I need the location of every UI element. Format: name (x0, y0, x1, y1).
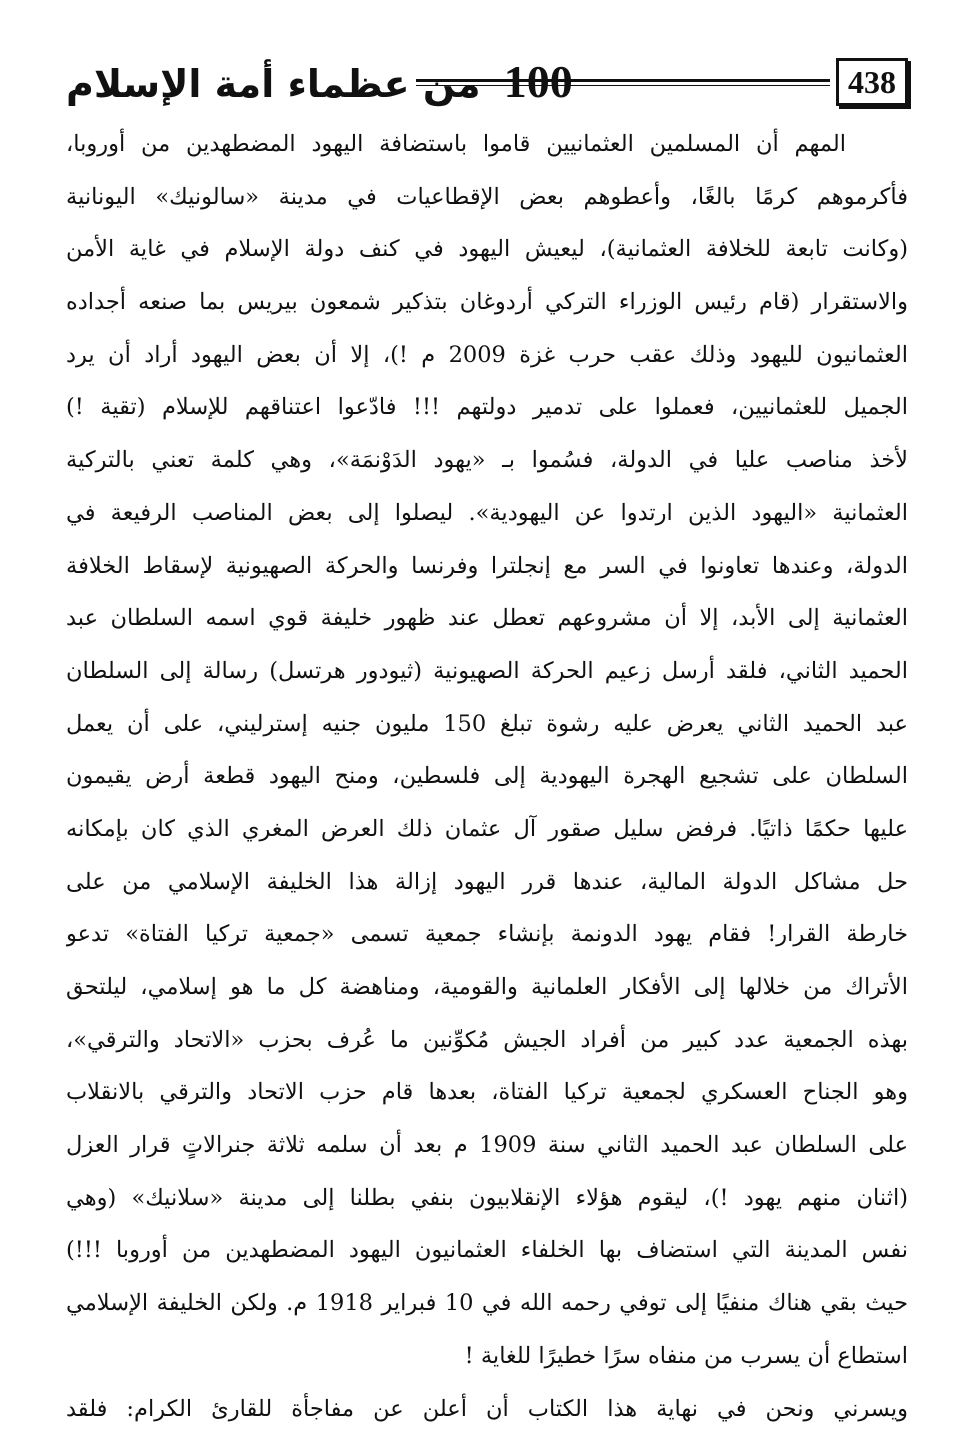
text-line: وهو الجناح العسكري لجمعية تركيا الفتاة، بعدها قام حزب الاتحاد والترقي بالانقلاب (66, 1079, 908, 1106)
text-line: حيث بقي هناك منفيًا إلى توفي رحمه الله في 10 فبراير 1918 م. ولكن الخليفة الإسلامي (66, 1290, 908, 1317)
text-line: المهم أن المسلمين العثمانيين قاموا باستضافة اليهود المضطهدين من أوروبا، (66, 131, 846, 157)
text-line: فأكرموهم كرمًا بالغًا، وأعطوهم بعض الإقطاعيات في مدينة «سالونيك» اليونانية (66, 183, 908, 210)
text-line: لأخذ مناصب عليا في الدولة، فسُموا بـ «يهود الدَوْنمَة»، وهي كلمة تعني بالتركية (66, 447, 908, 474)
text-line: نفس المدينة التي استضاف بها الخلفاء العثمانيون اليهود المضطهدين من أوروبا !!!) (66, 1237, 908, 1264)
text-line: عليها حكمًا ذاتيًا. فرفض سليل صقور آل عثمان ذلك العرض المغري الذي كان بإمكانه (66, 815, 908, 842)
page-header (66, 54, 908, 110)
text-line: الجميل للعثمانيين، فعملوا على تدمير دولتهم !!! فادّعوا اعتناقهم للإسلام (تقية !) (66, 394, 908, 421)
body-text (66, 118, 908, 1435)
title-number: 100 (503, 56, 573, 107)
text-line: عبد الحميد الثاني يعرض عليه رشوة تبلغ 150 مليون جنيه إسترليني، على أن يعمل (66, 710, 908, 737)
text-line: استطاع أن يسرب من منفاه سرًا خطيرًا للغاية ! (464, 1342, 908, 1369)
text-line: العثمانية «اليهود الذين ارتدوا عن اليهودية». ليصلوا إلى بعض المناصب الرفيعة في (66, 499, 908, 526)
text-line: على السلطان عبد الحميد الثاني سنة 1909 م بعد أن سلمه ثلاثة جنرالاتٍ قرار العزل (66, 1132, 908, 1159)
text-line: السلطان على تشجيع الهجرة اليهودية إلى فلسطين، ومنح اليهود قطعة أرض يقيمون (66, 763, 908, 790)
text-line: بهذه الجمعية عدد كبير من أفراد الجيش مُكوِّنين ما عُرف بحزب «الاتحاد والترقي»، (66, 1026, 908, 1053)
text-line: (اثنان منهم يهود !)، ليقوم هؤلاء الإنقلابيون بنفي بطلنا إلى مدينة «سلانيك» (وهي (66, 1184, 908, 1211)
text-line: العثمانية إلى الأبد، إلا أن مشروعهم تعطل عند ظهور خليفة قوي اسمه السلطان عبد (66, 605, 908, 632)
header-rule (416, 79, 830, 86)
text-line: العثمانيون لليهود وذلك عقب حرب غزة 2009 م !)، إلا أن بعض اليهود أراد أن يرد (66, 341, 908, 368)
text-line: خارطة القرار! فقام يهود الدونمة بإنشاء جمعية تسمى «جمعية تركيا الفتاة» تدعو (66, 921, 908, 948)
title-text: من عظماء أمة الإسلام (66, 62, 481, 106)
text-line: ويسرني ونحن في نهاية هذا الكتاب أن أعلن عن مفاجأة للقارئ الكرام: فلقد (66, 1395, 908, 1422)
text-line: الدولة، وعندها تعاونوا في السر مع إنجلترا وفرنسا والحركة الصهيونية لإسقاط الخلافة (66, 552, 908, 579)
text-line: الحميد الثاني، فلقد أرسل زعيم الحركة الصهيونية (ثيودور هرتسل) رسالة إلى السلطان (66, 657, 908, 684)
text-line: الأتراك من خلالها إلى الأفكار العلمانية والقومية، ومناهضة كل ما هو إسلامي، ليلتحق (66, 974, 908, 1000)
text-line: (وكانت تابعة للخلافة العثمانية)، ليعيش اليهود في كنف دولة الإسلام في غاية الأمن (66, 236, 908, 263)
text-line: حل مشاكل الدولة المالية، عندها قرر اليهود إزالة هذا الخليفة الإسلامي من على (66, 868, 908, 895)
text-line: والاستقرار (قام رئيس الوزراء التركي أردوغان بتذكير شمعون بيريس بما صنعه أجداده (66, 289, 908, 316)
page-number: 438 (836, 58, 908, 106)
